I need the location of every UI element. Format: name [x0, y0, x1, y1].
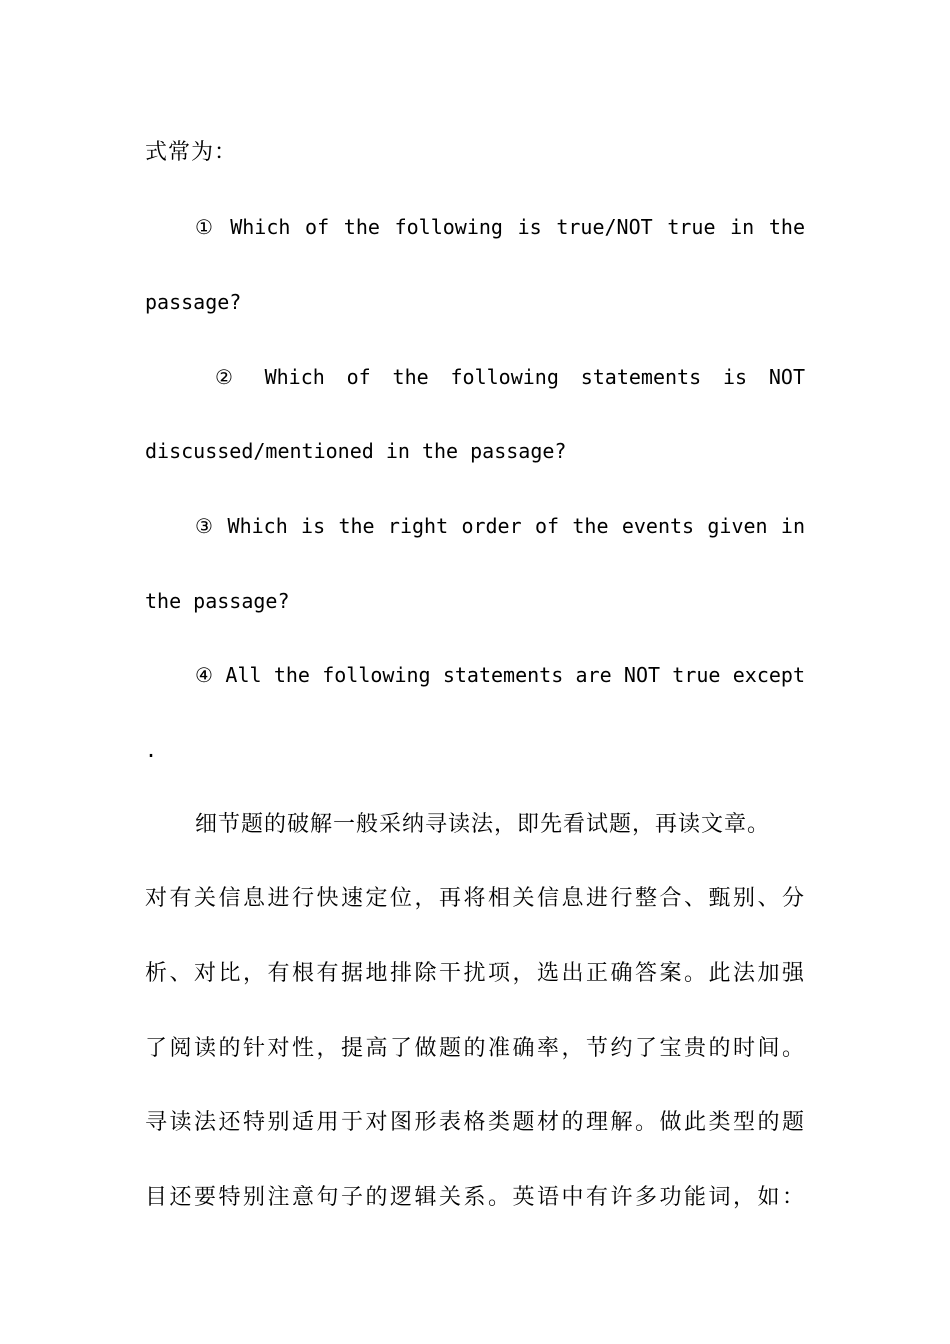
text-line: 析、对比，有根有据地排除干扰项，选出正确答案。此法加强: [145, 961, 805, 986]
text-line: .: [145, 738, 158, 762]
text-line: 对有关信息进行快速定位，再将相关信息进行整合、甄别、分: [145, 886, 805, 911]
text-line: 目还要特别注意句子的逻辑关系。英语中有许多功能词，如：: [145, 1185, 805, 1210]
text-line: 了阅读的针对性，提高了做题的准确率，节约了宝贵的时间。: [145, 1036, 805, 1061]
text-line: passage?: [145, 290, 242, 314]
text-line: discussed/mentioned in the passage?: [145, 439, 567, 463]
paragraph-first-line: 细节题的破解一般采纳寻读法，即先看试题，再读文章。: [195, 812, 771, 837]
question-item-4: ④ All the following statements are NOT true except: [195, 663, 805, 687]
text-line: 寻读法还特别适用于对图形表格类题材的理解。做此类型的题: [145, 1110, 805, 1135]
text-line: 式常为：: [145, 140, 238, 165]
text-line: the passage?: [145, 589, 290, 613]
question-item-1: ① Which of the following is true/NOT true in the: [195, 215, 805, 239]
question-item-3: ③ Which is the right order of the events given in: [195, 514, 805, 538]
question-item-2: ② Which of the following statements is NOT: [215, 365, 805, 389]
